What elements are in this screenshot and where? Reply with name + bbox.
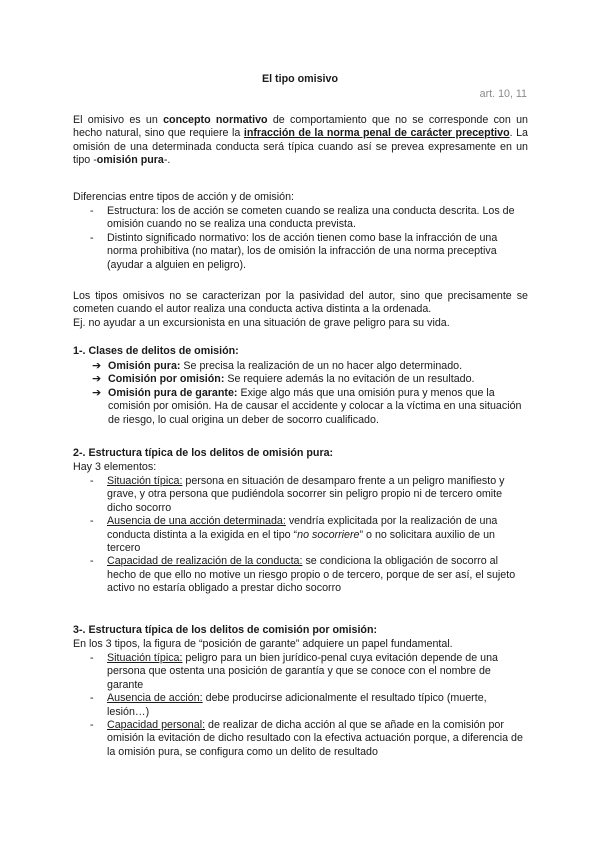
intro-paragraph: El omisivo es un concepto normativo de comportamiento que no se corresponde con un hecho natural, sino que requiere la infracción de la norma penal de carácter preceptivo. La omisión de una determinada conducta será típica cuando así se prevea expresamente en un tipo -omisión pura-. <box>73 114 528 167</box>
example-text: Ej. no ayudar a un excursionista en una situación de grave peligro para su vida. <box>73 316 450 329</box>
section-1-heading: 1-. Clases de delitos de omisión: <box>73 345 239 357</box>
list-item: ➔ Omisión pura: Se precisa la realización de un no hacer algo determinado. <box>92 360 463 372</box>
dash-marker: - <box>90 475 94 487</box>
list-item: - Distinto significado normativo: los de acción tienen como base la infracción de una norma prohibitiva (no matar), los de omisión la infracción de una norma preceptiva (ayudar a alguien en peligro). <box>90 231 498 271</box>
dash-marker: - <box>90 692 94 705</box>
list-item: - Estructura: los de acción se cometen cuando se realiza una conducta descrita. Los de omisión cuando no se realiza una conducta prevista. <box>90 205 515 231</box>
section-2-heading: 2-. Estructura típica de los delitos de omisión pura: <box>73 447 334 459</box>
section-2-intro: Hay 3 elementos: <box>73 461 157 473</box>
passivity-paragraph: Los tipos omisivos no se caracterizan por la pasividad del autor, sino que precisamente se cometen cuando el autor realiza una conducta activa distinta a la ordenada. Ej. no ayudar a un excursionista en una situación de grave peligro para su vida. <box>73 290 528 329</box>
document-title: El tipo omisivo <box>261 73 338 85</box>
intro-underlined-infraction: infracción de la norma penal de carácter preceptivo <box>243 127 510 140</box>
section-1-list <box>73 360 528 427</box>
list-item: - Capacidad de realización de la conducta: se condiciona la obligación de socorro al hecho de que ello no motive un riesgo propio o de tercero, porque de ser así, el sujeto activo no estaría obligado a prestar dicho socorro <box>90 555 516 595</box>
differences-heading: Diferencias entre tipos de acción y de omisión: <box>73 191 294 203</box>
arrow-icon: ➔ <box>92 373 102 386</box>
list-item: - Situación típica: peligro para un bien jurídico-penal cuya evitación depende de una persona que ostenta una posición de garantía y que se conoce con el nombre de garante <box>90 652 498 691</box>
differences-list <box>73 205 528 272</box>
list-item: ➔ Comisión por omisión: Se requiere además la no evitación de un resultado. <box>92 373 475 386</box>
list-item: ➔ Omisión pura de garante: Exige algo más que una omisión pura y menos que la comisión por omisión. Ha de causar el accidente y colocar a la víctima en una situación de riesgo, lo cual origina un deber de socorro cualificado. <box>92 386 522 426</box>
list-item: - Ausencia de acción: debe producirse adicionalmente el resultado típico (muerte, lesión…) <box>90 692 487 718</box>
arrow-icon: ➔ <box>92 386 102 399</box>
intro-bold-concept: concepto normativo <box>163 114 268 126</box>
intro-bold-pure-omission: omisión pura <box>96 154 164 167</box>
dash-marker: - <box>90 515 94 528</box>
list-item: - Situación típica: persona en situación de desamparo frente a un peligro manifiesto y grave, y otra persona que pudiéndola socorrer sin peligro propio ni de tercero omite dicho socorro <box>90 475 505 514</box>
dash-marker: - <box>90 652 94 664</box>
list-item: - Ausencia de una acción determinada: vendría explicitada por la realización de una conducta distinta a la exigida en el tipo “no socorriere” o no solicitara auxilio de un tercero <box>90 515 498 555</box>
section-3-intro: En los 3 tipos, la figura de “posición de garante” adquiere un papel fundamental. <box>73 638 453 650</box>
arrow-icon: ➔ <box>92 360 102 372</box>
dash-marker: - <box>90 719 94 732</box>
section-2-list <box>73 475 528 596</box>
list-item: - Capacidad personal: de realizar de dicha acción al que se añade en la comisión por omisión la evitación de dicho resultado con la efectiva actuación porque, a diferencia de la omisión pura, se configura como un delito de resultado <box>90 719 523 758</box>
dash-marker: - <box>90 231 94 244</box>
dash-marker: - <box>90 555 94 568</box>
section-3-heading: 3-. Estructura típica de los delitos de comisión por omisión: <box>73 624 378 636</box>
section-3-list <box>73 652 528 759</box>
article-reference: art. 10, 11 <box>479 88 527 100</box>
dash-marker: - <box>90 205 94 217</box>
